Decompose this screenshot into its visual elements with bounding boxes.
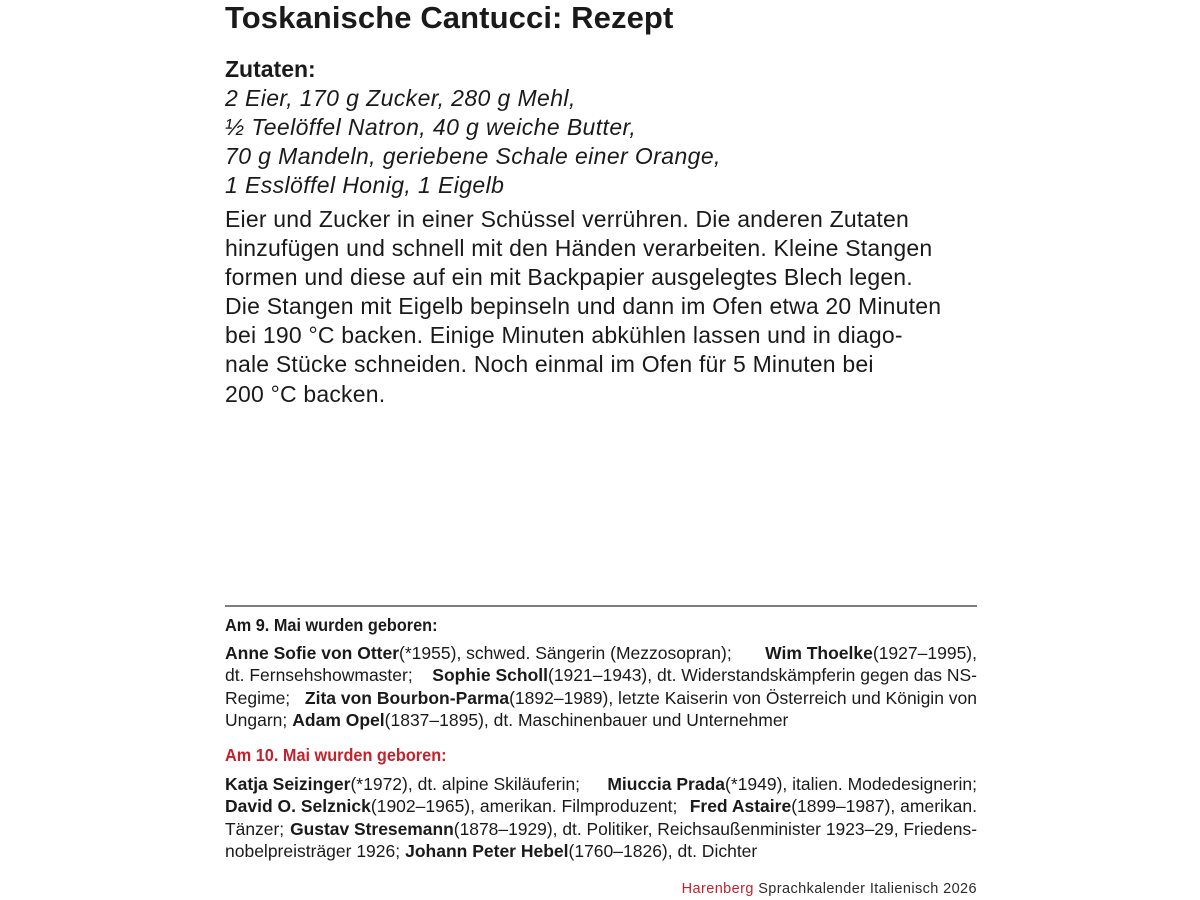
ingredient-line: 2 Eier, 170 g Zucker, 280 g Mehl, <box>225 85 576 111</box>
person-info: (*1972), dt. alpine Skiläuferin; <box>350 774 581 794</box>
instruction-line: 200 °C backen. <box>225 380 386 407</box>
person-info: (1760–1826), dt. Dichter <box>568 840 758 861</box>
birthdays-heading-may-9: Am 9. Mai wurden geboren: <box>225 615 438 635</box>
instruction-line: nale Stücke schneiden. Noch einmal im Ofen für 5 Minuten bei <box>225 351 874 378</box>
instruction-line: formen und diese auf ein mit Backpapier ausgelegtes Blech legen. <box>225 264 913 291</box>
person-info: (1837–1895), dt. Maschinenbauer und Unternehmer <box>384 709 789 730</box>
person-name: Fred Astaire <box>689 796 792 817</box>
birthday-line <box>225 795 977 817</box>
ingredients-list <box>225 84 985 200</box>
ingredient-line: 70 g Mandeln, geriebene Schale einer Orange, <box>225 143 721 169</box>
birthday-line <box>225 664 977 686</box>
birthday-line <box>225 687 977 709</box>
person-info: Regime; <box>225 687 291 708</box>
person-info: (*1949), italien. Modedesignerin; <box>725 774 977 794</box>
birthday-line <box>225 818 977 840</box>
person-info: dt. Fernsehshowmaster; <box>225 665 413 686</box>
instruction-line: Eier und Zucker in einer Schüssel verrühren. Die anderen Zutaten <box>225 206 909 232</box>
person-info: (*1955), schwed. Sängerin (Mezzosopran); <box>399 643 732 663</box>
person-info: (1878–1929), dt. Politiker, Reichsaußenminister 1923–29, Friedens- <box>453 818 977 839</box>
person-name: Johann Peter Hebel <box>405 840 569 861</box>
person-name: Zita von Bourbon-Parma <box>304 687 510 708</box>
birthdays-list-may-9 <box>225 642 977 731</box>
calendar-page <box>225 0 977 900</box>
recipe-instructions <box>225 205 985 409</box>
instruction-line: hinzufügen und schnell mit den Händen verarbeiten. Kleine Stangen <box>225 235 933 262</box>
person-info: Tänzer; <box>225 818 285 839</box>
person-info: (1921–1943), dt. Widerstandskämpferin gegen das NS- <box>548 665 977 686</box>
recipe-title: Toskanische Cantucci: Rezept <box>225 0 674 35</box>
birthday-line <box>225 840 977 862</box>
person-info: (1927–1995), <box>872 643 977 663</box>
person-name: Katja Seizinger <box>225 774 351 794</box>
person-info: Ungarn; <box>225 709 288 730</box>
instruction-line: bei 190 °C backen. Einige Minuten abkühlen lassen und in diago- <box>225 322 903 349</box>
ingredients-heading: Zutaten: <box>225 56 316 82</box>
birthday-line <box>225 642 977 664</box>
person-name: Miuccia Prada <box>607 774 726 794</box>
section-divider <box>225 605 977 607</box>
person-name: David O. Selznick <box>225 796 371 817</box>
person-name: Anne Sofie von Otter <box>225 643 400 663</box>
instruction-line: Die Stangen mit Eigelb bepinseln und dann im Ofen etwa 20 Minuten <box>225 293 942 320</box>
person-name: Wim Thoelke <box>765 643 873 663</box>
person-name: Sophie Scholl <box>432 665 548 686</box>
person-info: nobelpreisträger 1926; <box>225 840 401 861</box>
calendar-title: Sprachkalender Italienisch 2026 <box>758 881 977 897</box>
publisher-brand: Harenberg <box>681 881 754 897</box>
ingredient-line: 1 Esslöffel Honig, 1 Eigelb <box>225 172 505 198</box>
person-info: (1899–1987), amerikan. <box>791 796 977 817</box>
page-footer <box>682 880 977 898</box>
person-name: Gustav Stresemann <box>290 818 454 839</box>
birthdays-list-may-10 <box>225 773 977 862</box>
person-info: (1892–1989), letzte Kaiserin von Österreich und Königin von <box>509 687 977 708</box>
birthday-line <box>225 709 977 731</box>
person-info: (1902–1965), amerikan. Filmproduzent; <box>370 796 678 817</box>
person-name: Adam Opel <box>292 709 385 730</box>
birthdays-heading-may-10: Am 10. Mai wurden geboren: <box>225 745 447 765</box>
birthday-line <box>225 773 977 795</box>
ingredient-line: ½ Teelöffel Natron, 40 g weiche Butter, <box>225 114 637 140</box>
